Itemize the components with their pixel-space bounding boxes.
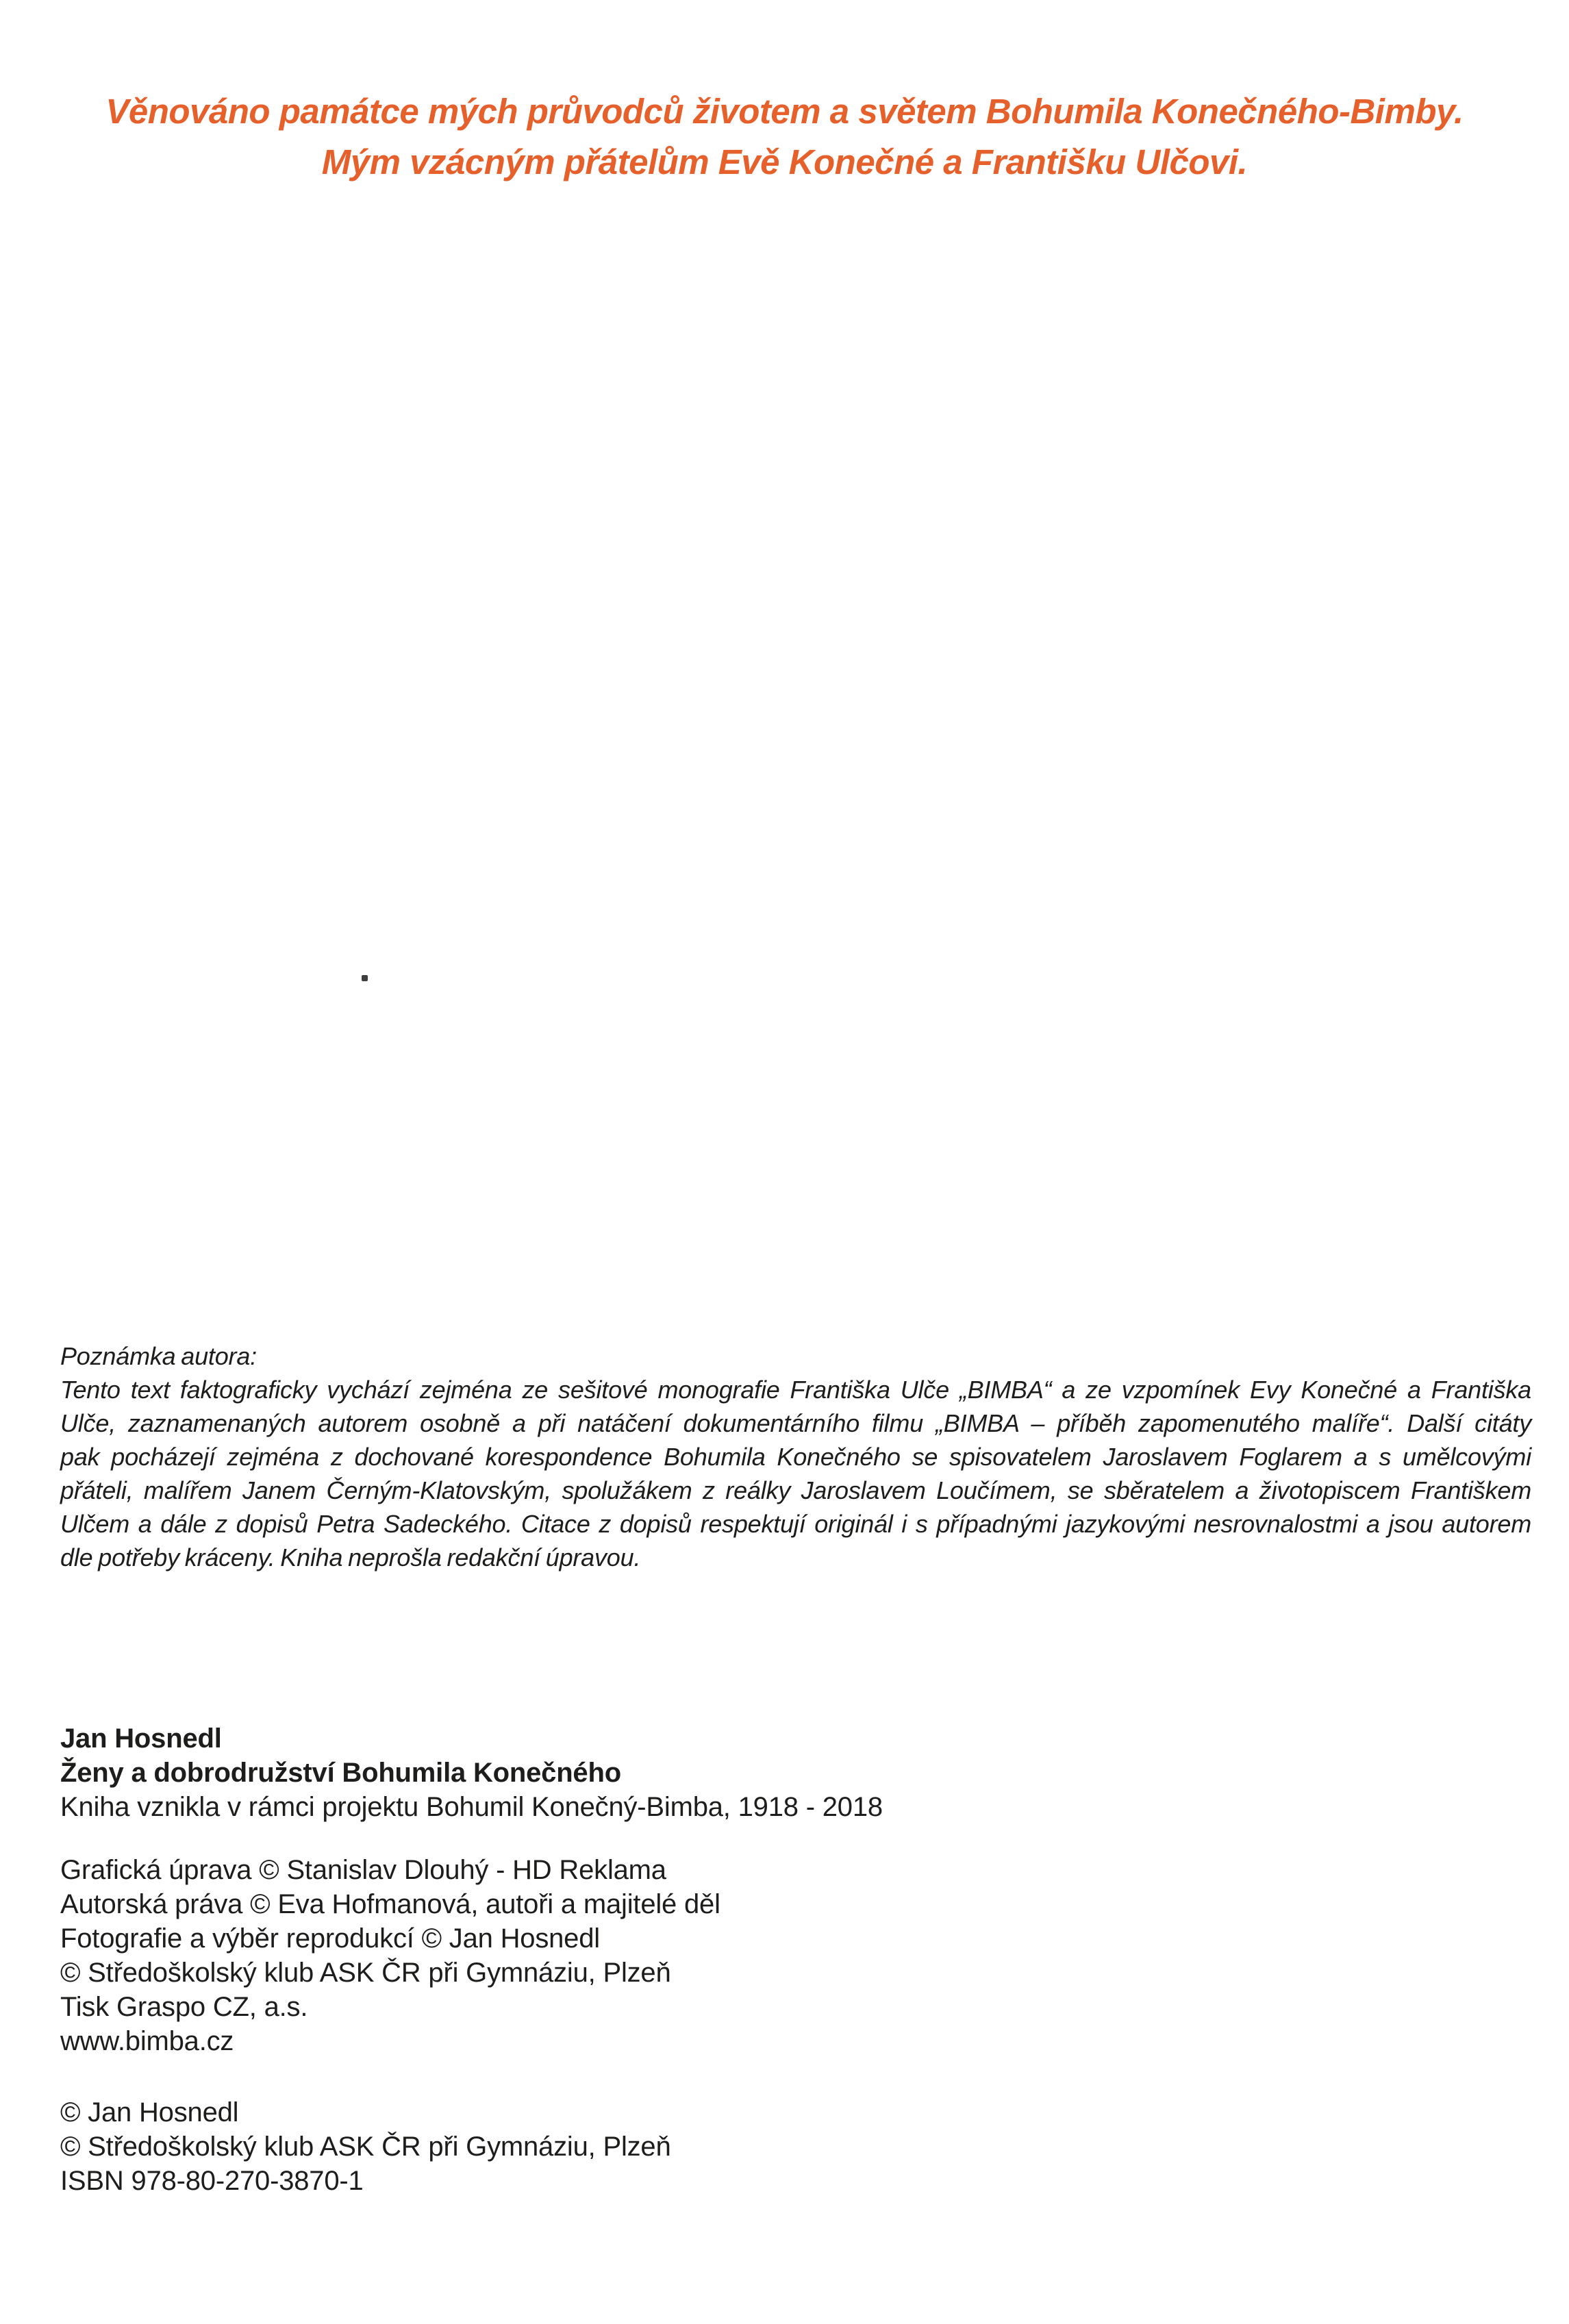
book-project-note: Kniha vznikla v rámci projektu Bohumil Konečný-Bimba, 1918 - 2018	[60, 1792, 883, 1822]
copyright-author: © Jan Hosnedl	[60, 2097, 239, 2127]
author-note-line-3: pak pocházejí zejména z dochované korespondence Bohumila Konečného se spisovatelem Jaroslavem Foglarem a s umělcovými	[60, 1443, 1531, 1471]
website-url: www.bimba.cz	[60, 2026, 234, 2056]
author-note-label: Poznámka autora:	[60, 1342, 257, 1370]
author-note	[60, 1339, 1531, 1574]
stray-dot-mark	[362, 975, 368, 981]
production-credits	[60, 1853, 720, 2058]
credit-rights: Autorská práva © Eva Hofmanová, autoři a majitelé děl	[60, 1889, 720, 1919]
credit-club: © Středoškolský klub ASK ČR při Gymnáziu, Plzeň	[60, 1958, 671, 1988]
credit-graphic-design: Grafická úprava © Stanislav Dlouhý - HD Reklama	[60, 1855, 666, 1885]
author-note-line-1: Tento text faktograficky vychází zejména ze sešitové monografie Františka Ulče „BIMBA“ a ze vzpomínek Evy Konečné a Františka	[60, 1376, 1531, 1404]
credit-print: Tisk Graspo CZ, a.s.	[60, 1992, 308, 2022]
author-note-line-5: Ulčem a dále z dopisů Petra Sadeckého. Citace z dopisů respektují originál i s případnými jazykovými nesrovnalostmi a jsou autorem	[60, 1510, 1531, 1538]
dedication	[0, 86, 1569, 188]
copyright-block	[60, 2095, 671, 2198]
author-note-line-4: přáteli, malířem Janem Černým-Klatovským, spolužákem z reálky Jaroslavem Loučímem, se sběratelem a životopiscem Františkem	[60, 1476, 1531, 1504]
book-title: Ženy a dobrodružství Bohumila Konečného	[60, 1758, 621, 1788]
author-note-line-2: Ulče, zaznamenaných autorem osobně a při natáčení dokumentárního filmu „BIMBA – příběh zapomenutého malíře“. Další citáty	[60, 1409, 1531, 1437]
dedication-line-2: Mým vzácným přátelům Evě Konečné a Františku Ulčovi.	[321, 142, 1248, 181]
author-note-line-6: dle potřeby kráceny. Kniha neprošla redakční úpravou.	[60, 1543, 641, 1571]
copyright-club: © Středoškolský klub ASK ČR při Gymnáziu, Plzeň	[60, 2132, 671, 2162]
dedication-line-1: Věnováno památce mých průvodců životem a světem Bohumila Konečného-Bimby.	[105, 92, 1464, 131]
book-credit-block	[60, 1721, 883, 1824]
isbn: ISBN 978-80-270-3870-1	[60, 2166, 364, 2196]
credit-photography: Fotografie a výběr reprodukcí © Jan Hosnedl	[60, 1923, 600, 1954]
book-author: Jan Hosnedl	[60, 1723, 222, 1754]
